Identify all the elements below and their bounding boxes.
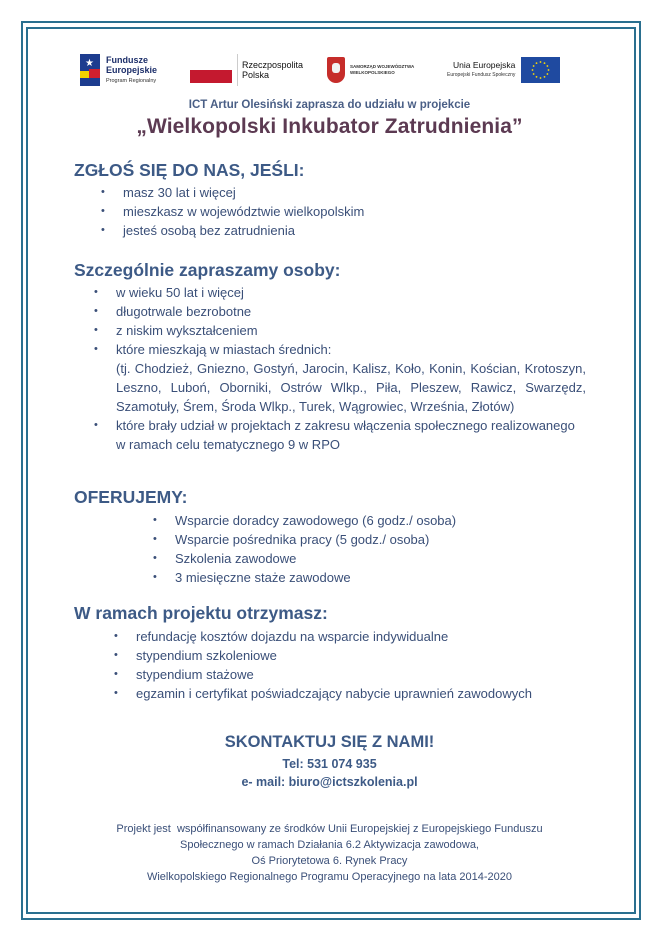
footer-line: Społecznego w ramach Działania 6.2 Aktywizacja zawodowa, — [180, 839, 479, 851]
bullet-icon: • — [153, 552, 157, 564]
list-item: • egzamin i certyfikat poświadczający nabycie uprawnień zawodowych — [114, 686, 532, 701]
contact-phone: Tel: 531 074 935 — [282, 757, 377, 771]
bullet-icon: • — [114, 687, 118, 699]
list-item: • refundację kosztów dojazdu na wsparcie indywidualne — [114, 629, 449, 644]
bullet-icon: • — [94, 305, 98, 317]
eu-flag-icon — [521, 57, 560, 83]
list-item: • jesteś osobą bez zatrudnienia — [101, 223, 296, 238]
bullet-icon: • — [94, 324, 98, 336]
logo-bar — [80, 52, 580, 88]
bullet-icon: • — [101, 205, 105, 217]
bullet-icon: • — [114, 649, 118, 661]
list-item: • Wsparcie pośrednika pracy (5 godz./ osoba) — [153, 532, 430, 547]
bullet-icon: • — [114, 630, 118, 642]
logo-text: Fundusze — [106, 54, 148, 65]
list-item: • Szkolenia zawodowe — [153, 551, 297, 566]
logo-text: Polska — [242, 70, 270, 80]
offer-heading: OFERUJEMY: — [74, 487, 188, 507]
project-title: „Wielkopolski Inkubator Zatrudnienia” — [136, 115, 523, 138]
rzeczpospolita-polska-logo — [190, 52, 303, 88]
bullet-icon: • — [94, 343, 98, 355]
list-item: • mieszkasz w województwie wielkopolskim — [101, 204, 365, 219]
fundusze-europejskie-icon: ★ — [80, 54, 100, 86]
samorzad-wojewodztwa-logo — [327, 52, 414, 88]
bullet-icon: • — [153, 514, 157, 526]
bullet-icon: • — [101, 186, 105, 198]
fundusze-europejskie-logo — [80, 52, 157, 88]
list-item: • stypendium szkoleniowe — [114, 648, 277, 663]
logo-text: SAMORZĄD WOJEWÓDZTWA — [350, 64, 415, 69]
bullet-icon: • — [94, 286, 98, 298]
logo-text: Europejski Fundusz Społeczny — [447, 72, 516, 78]
list-item: • w wieku 50 lat i więcej — [94, 285, 244, 300]
bullet-icon: • — [94, 419, 98, 431]
bullet-icon: • — [153, 533, 157, 545]
list-item: • 3 miesięczne staże zawodowe — [153, 570, 351, 585]
eligibility-list — [101, 183, 583, 240]
bullet-icon: • — [101, 224, 105, 236]
list-item: • stypendium stażowe — [114, 667, 254, 682]
list-item: • Wsparcie doradcy zawodowego (6 godz./ osoba) — [153, 513, 457, 528]
list-item: • długotrwale bezrobotne — [94, 304, 252, 319]
invited-list — [94, 283, 586, 454]
bullet-icon: • — [153, 571, 157, 583]
list-item: • które brały udział w projektach z zakresu włączenia społecznego realizowanego w ramach celu tematycznego 9 w RPO — [94, 418, 575, 452]
logo-text: WIELKOPOLSKIEGO — [350, 70, 395, 75]
benefits-list — [114, 627, 586, 703]
logo-text: Europejskie — [106, 64, 158, 75]
benefits-heading: W ramach projektu otrzymasz: — [74, 603, 328, 623]
list-item: • z niskim wykształceniem — [94, 323, 258, 338]
logo-text: Program Regionalny — [106, 77, 157, 84]
footer-line: Projekt jest współfinansowany ze środków Unii Europejskiej z Europejskiego Funduszu — [116, 823, 543, 835]
list-item: • masz 30 lat i więcej — [101, 185, 236, 200]
logo-text: Unia Europejska — [453, 60, 516, 70]
unia-europejska-logo — [447, 52, 560, 88]
footer-line: Oś Priorytetowa 6. Rynek Pracy — [251, 855, 408, 867]
footer-line: Wielkopolskiego Regionalnego Programu Operacyjnego na lata 2014-2020 — [146, 871, 513, 883]
list-item: • które mieszkają w miastach średnich: (tj. Chodzież, Gniezno, Gostyń, Jarocin, Kalisz, Koło, Konin, Kościan, Krotoszyn, Leszno, Luboń, Oborniki, Ostrów Wlkp., Piła, Pleszew, Rawicz, Swarzędz, Szamotuły, Śrem, Środa Wlkp., Turek, Wągrowiec, Września, Złotów) — [94, 342, 586, 414]
coat-of-arms-icon — [327, 57, 345, 83]
contact-email[interactable]: e- mail: biuro@ictszkolenia.pl — [241, 775, 418, 789]
logo-text: Rzeczpospolita — [242, 60, 304, 70]
funding-footer — [0, 821, 659, 885]
offer-list — [153, 511, 575, 587]
bullet-icon: • — [114, 668, 118, 680]
intro-text: ICT Artur Olesiński zaprasza do udziału w projekcie — [188, 99, 471, 111]
eligibility-heading: ZGŁOŚ SIĘ DO NAS, JEŚLI: — [74, 160, 305, 180]
cities-note: (tj. Chodzież, Gniezno, Gostyń, Jarocin, Kalisz, Koło, Konin, Kościan, Krotoszyn, Leszno, Luboń, Oborniki, Ostrów Wlkp., Piła, Pleszew, Rawicz, Swarzędz, Szamotuły, Śrem, Środa Wlkp., Turek, Wągrowiec, Września, Złotów) — [116, 361, 586, 414]
contact-heading: SKONTAKTUJ SIĘ Z NAMI! — [224, 733, 435, 751]
invited-heading: Szczególnie zapraszamy osoby: — [74, 260, 341, 280]
polish-flag-icon — [190, 57, 232, 83]
